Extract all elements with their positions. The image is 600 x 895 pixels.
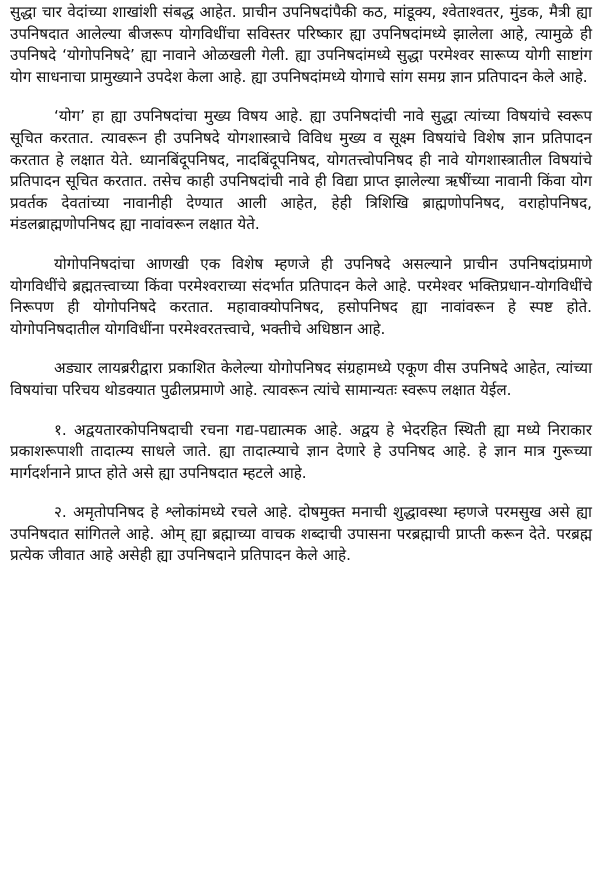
paragraph-yogopanishad-feature: योगोपनिषदांचा आणखी एक विशेष म्हणजे ही उपनिषदे असल्याने प्राचीन उपनिषदांप्रमाणे योगविधींचे ब्रह्मतत्त्वाच्या किंवा परमेश्वराच्या संदर्भात प्रतिपादन केले आहे. परमेश्वर भक्तिप्रधान-योगविधींचे निरूपण ही योगोपनिषदे करतात. महावाक्योपनिषद, हसोपनिषद ह्या नावांवरून हे स्पष्ट होते. योगोपनिषदातील योगविधींना परमेश्वरतत्त्वाचे, भक्तीचे अधिष्ठान आहे. — [10, 254, 592, 338]
list-item-advayataraka: १. अद्वयतारकोपनिषदाची रचना गद्य-पद्यात्मक आहे. अद्वय हे भेदरहित स्थिती ह्या मध्ये निराकार प्रकाशरूपाशी तादात्म्य साधले जाते. ह्या तादात्म्याचे ज्ञान देणारे हे उपनिषद आहे. हे ज्ञान मात्र गुरूच्या मार्गदर्शनाने प्राप्त होते असे ह्या उपनिषदात म्हटले आहे. — [10, 420, 592, 482]
list-item-amritopanishad: २. अमृतोपनिषद हे श्लोकांमध्ये रचले आहे. दोषमुक्त मनाची शुद्धावस्था म्हणजे परमसुख असे ह्या उपनिषदात सांगितले आहे. ओम् ह्या ब्रह्माच्या वाचक शब्दाची उपासना परब्रह्माची प्राप्ती करून देते. परब्रह्म प्रत्येक जीवात आहे असेही ह्या उपनिषदाने प्रतिपादन केले आहे. — [10, 503, 592, 565]
paragraph-yoga-subject: ‘योग’ हा ह्या उपनिषदांचा मुख्य विषय आहे. ह्या उपनिषदांची नावे सुद्धा त्यांच्या विषयांचे स्वरूप सूचित करतात. त्यावरून ही उपनिषदे योगशास्त्राचे विविध मुख्य व सूक्ष्म विषयांचे विशेष ज्ञान प्रतिपादन करतात हे लक्षात येते. ध्यानबिंदूपनिषद, नादबिंदूपनिषद, योगतत्त्वोपनिषद ही नावे योगशास्त्रातील विषयांचे प्रतिपादन सूचित करतात. तसेच काही उपनिषदांची नावे ही विद्या प्राप्त झालेल्या ऋषींच्या नावानी किंवा योग प्रवर्तक देवतांच्या नावानीही देण्यात आली आहेत, हेही त्रिशिखि ब्राह्मणोपनिषद, वराहोपनिषद, मंडलब्राह्मणोपनिषद ह्या नावांवरून लक्षात येते. — [10, 107, 592, 234]
paragraph-intro: सुद्धा चार वेदांच्या शाखांशी संबद्ध आहेत. प्राचीन उपनिषदांपैकी कठ, मांडूक्य, श्वेताश्वतर, मुंडक, मैत्री ह्या उपनिषदात आलेल्या बीजरूप योगविधींचा सविस्तर परिष्कार ह्या उपनिषदांमध्ये झालेला आहे, त्यामुळे ही उपनिषदे ‘योगोपनिषदे’ ह्या नावाने ओळखली गेली. ह्या उपनिषदांमध्ये सुद्धा परमेश्वर सारूप्य योगी साष्टांग योग साधनाचा प्रामुख्याने उपदेश केला आहे. ह्या उपनिषदांमध्ये योगाचे सांग समग्र ज्ञान प्रतिपादन केले आहे. — [10, 3, 592, 86]
paragraph-adyar-collection: अड्यार लायब्ररीद्वारा प्रकाशित केलेल्या योगोपनिषद संग्रहामध्ये एकूण वीस उपनिषदे आहेत, त्यांच्या विषयांचा परिचय थोडक्यात पुढीलप्रमाणे आहे. त्यावरून त्यांचे सामान्यतः स्वरूप लक्षात येईल. — [10, 359, 592, 399]
